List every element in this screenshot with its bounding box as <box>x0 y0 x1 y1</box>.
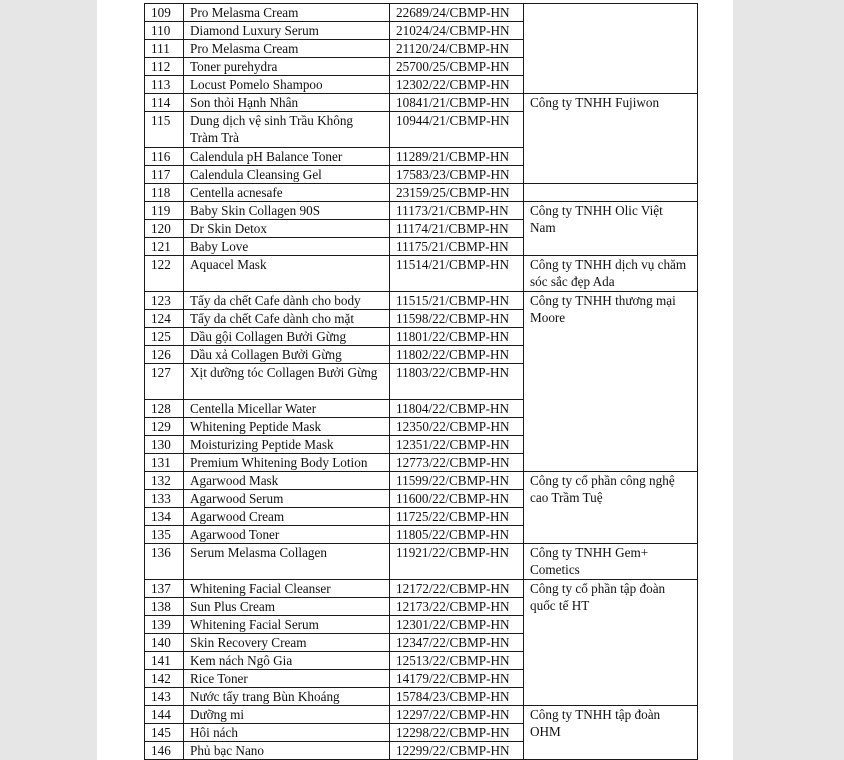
company-name: Công ty TNHH Olic Việt Nam <box>524 202 698 256</box>
product-name: Agarwood Mask <box>184 472 390 490</box>
product-name: Whitening Facial Serum <box>184 616 390 634</box>
registration-number: 11801/22/CBMP-HN <box>390 328 524 346</box>
product-name: Kem nách Ngô Gia <box>184 652 390 670</box>
company-name <box>524 4 698 94</box>
registration-number: 23159/25/CBMP-HN <box>390 184 524 202</box>
registration-number: 21120/24/CBMP-HN <box>390 40 524 58</box>
registration-number: 14179/22/CBMP-HN <box>390 670 524 688</box>
product-name: Dầu xả Collagen Bưởi Gừng <box>184 346 390 364</box>
company-name: Công ty TNHH tập đoàn OHM <box>524 706 698 760</box>
product-name: Skin Recovery Cream <box>184 634 390 652</box>
registration-number: 11803/22/CBMP-HN <box>390 364 524 400</box>
registration-number: 11289/21/CBMP-HN <box>390 148 524 166</box>
row-number: 140 <box>145 634 184 652</box>
row-number: 124 <box>145 310 184 328</box>
product-name: Baby Skin Collagen 90S <box>184 202 390 220</box>
registration-number: 12298/22/CBMP-HN <box>390 724 524 742</box>
registration-number: 12302/22/CBMP-HN <box>390 76 524 94</box>
company-name: Công ty TNHH thương mại Moore <box>524 292 698 472</box>
row-number: 123 <box>145 292 184 310</box>
row-number: 143 <box>145 688 184 706</box>
row-number: 135 <box>145 526 184 544</box>
registration-number: 11725/22/CBMP-HN <box>390 508 524 526</box>
table-row <box>145 580 698 598</box>
row-number: 122 <box>145 256 184 292</box>
row-number: 129 <box>145 418 184 436</box>
registration-number: 12351/22/CBMP-HN <box>390 436 524 454</box>
product-name: Diamond Luxury Serum <box>184 22 390 40</box>
registration-number: 12297/22/CBMP-HN <box>390 706 524 724</box>
row-number: 141 <box>145 652 184 670</box>
row-number: 128 <box>145 400 184 418</box>
product-name: Locust Pomelo Shampoo <box>184 76 390 94</box>
row-number: 110 <box>145 22 184 40</box>
product-name: Premium Whitening Body Lotion <box>184 454 390 472</box>
row-number: 112 <box>145 58 184 76</box>
table-row <box>145 706 698 724</box>
row-number: 136 <box>145 544 184 580</box>
row-number: 133 <box>145 490 184 508</box>
row-number: 126 <box>145 346 184 364</box>
registration-number: 11804/22/CBMP-HN <box>390 400 524 418</box>
product-name: Moisturizing Peptide Mask <box>184 436 390 454</box>
row-number: 109 <box>145 4 184 22</box>
registration-number: 15784/23/CBMP-HN <box>390 688 524 706</box>
product-name: Tẩy da chết Cafe dành cho body <box>184 292 390 310</box>
registration-number: 11514/21/CBMP-HN <box>390 256 524 292</box>
product-registration-table <box>144 3 698 760</box>
registration-number: 22689/24/CBMP-HN <box>390 4 524 22</box>
product-name: Xịt dưỡng tóc Collagen Bưởi Gừng <box>184 364 390 400</box>
product-name: Whitening Facial Cleanser <box>184 580 390 598</box>
registration-number: 11600/22/CBMP-HN <box>390 490 524 508</box>
registration-number: 11599/22/CBMP-HN <box>390 472 524 490</box>
product-name: Agarwood Cream <box>184 508 390 526</box>
row-number: 127 <box>145 364 184 400</box>
row-number: 137 <box>145 580 184 598</box>
company-name: Công ty cổ phần tập đoàn quốc tế HT <box>524 580 698 706</box>
company-name: Công ty TNHH dịch vụ chăm sóc sắc đẹp Ada <box>524 256 698 292</box>
product-name: Dưỡng mi <box>184 706 390 724</box>
product-name: Nước tẩy trang Bùn Khoáng <box>184 688 390 706</box>
registration-number: 11174/21/CBMP-HN <box>390 220 524 238</box>
registration-number: 11802/22/CBMP-HN <box>390 346 524 364</box>
product-name: Agarwood Serum <box>184 490 390 508</box>
product-name: Whitening Peptide Mask <box>184 418 390 436</box>
registration-number: 11175/21/CBMP-HN <box>390 238 524 256</box>
registration-number: 11515/21/CBMP-HN <box>390 292 524 310</box>
row-number: 116 <box>145 148 184 166</box>
row-number: 144 <box>145 706 184 724</box>
product-name: Hôi nách <box>184 724 390 742</box>
row-number: 115 <box>145 112 184 148</box>
product-name: Calendula Cleansing Gel <box>184 166 390 184</box>
product-name: Serum Melasma Collagen <box>184 544 390 580</box>
registration-number: 12173/22/CBMP-HN <box>390 598 524 616</box>
registration-number: 12350/22/CBMP-HN <box>390 418 524 436</box>
registration-number: 11921/22/CBMP-HN <box>390 544 524 580</box>
row-number: 113 <box>145 76 184 94</box>
row-number: 121 <box>145 238 184 256</box>
table-row <box>145 184 698 202</box>
product-name: Rice Toner <box>184 670 390 688</box>
registration-number: 17583/23/CBMP-HN <box>390 166 524 184</box>
row-number: 134 <box>145 508 184 526</box>
registration-number: 12513/22/CBMP-HN <box>390 652 524 670</box>
table-row <box>145 202 698 220</box>
registration-number: 11805/22/CBMP-HN <box>390 526 524 544</box>
product-name: Pro Melasma Cream <box>184 4 390 22</box>
registration-number: 10841/21/CBMP-HN <box>390 94 524 112</box>
product-name: Dr Skin Detox <box>184 220 390 238</box>
row-number: 118 <box>145 184 184 202</box>
product-name: Son thỏi Hạnh Nhân <box>184 94 390 112</box>
product-name: Dầu gội Collagen Bưởi Gừng <box>184 328 390 346</box>
row-number: 120 <box>145 220 184 238</box>
company-name <box>524 184 698 202</box>
registration-number: 21024/24/CBMP-HN <box>390 22 524 40</box>
table-row <box>145 4 698 22</box>
product-name: Phủ bạc Nano <box>184 742 390 760</box>
product-name: Dung dịch vệ sinh Trầu Không Tràm Trà <box>184 112 390 148</box>
row-number: 125 <box>145 328 184 346</box>
row-number: 111 <box>145 40 184 58</box>
product-name: Calendula pH Balance Toner <box>184 148 390 166</box>
table-row <box>145 472 698 490</box>
document-page <box>97 0 733 760</box>
registration-number: 11173/21/CBMP-HN <box>390 202 524 220</box>
product-name: Centella acnesafe <box>184 184 390 202</box>
company-name: Công ty cổ phần công nghệ cao Trầm Tuệ <box>524 472 698 544</box>
row-number: 132 <box>145 472 184 490</box>
table-row <box>145 544 698 580</box>
row-number: 131 <box>145 454 184 472</box>
company-name: Công ty TNHH Gem+ Cometics <box>524 544 698 580</box>
product-name: Toner purehydra <box>184 58 390 76</box>
table-row <box>145 256 698 292</box>
registration-number: 11598/22/CBMP-HN <box>390 310 524 328</box>
row-number: 130 <box>145 436 184 454</box>
registration-number: 12299/22/CBMP-HN <box>390 742 524 760</box>
registration-number: 12347/22/CBMP-HN <box>390 634 524 652</box>
row-number: 138 <box>145 598 184 616</box>
product-name: Pro Melasma Cream <box>184 40 390 58</box>
product-name: Sun Plus Cream <box>184 598 390 616</box>
registration-number: 25700/25/CBMP-HN <box>390 58 524 76</box>
table-row <box>145 292 698 310</box>
row-number: 146 <box>145 742 184 760</box>
product-name: Centella Micellar Water <box>184 400 390 418</box>
row-number: 145 <box>145 724 184 742</box>
row-number: 142 <box>145 670 184 688</box>
registration-number: 12172/22/CBMP-HN <box>390 580 524 598</box>
row-number: 114 <box>145 94 184 112</box>
product-name: Tẩy da chết Cafe dành cho mặt <box>184 310 390 328</box>
table-row <box>145 94 698 112</box>
product-name: Aquacel Mask <box>184 256 390 292</box>
registration-number: 12773/22/CBMP-HN <box>390 454 524 472</box>
registration-number: 10944/21/CBMP-HN <box>390 112 524 148</box>
product-name: Agarwood Toner <box>184 526 390 544</box>
row-number: 139 <box>145 616 184 634</box>
registration-number: 12301/22/CBMP-HN <box>390 616 524 634</box>
product-name: Baby Love <box>184 238 390 256</box>
company-name: Công ty TNHH Fujiwon <box>524 94 698 184</box>
row-number: 117 <box>145 166 184 184</box>
row-number: 119 <box>145 202 184 220</box>
